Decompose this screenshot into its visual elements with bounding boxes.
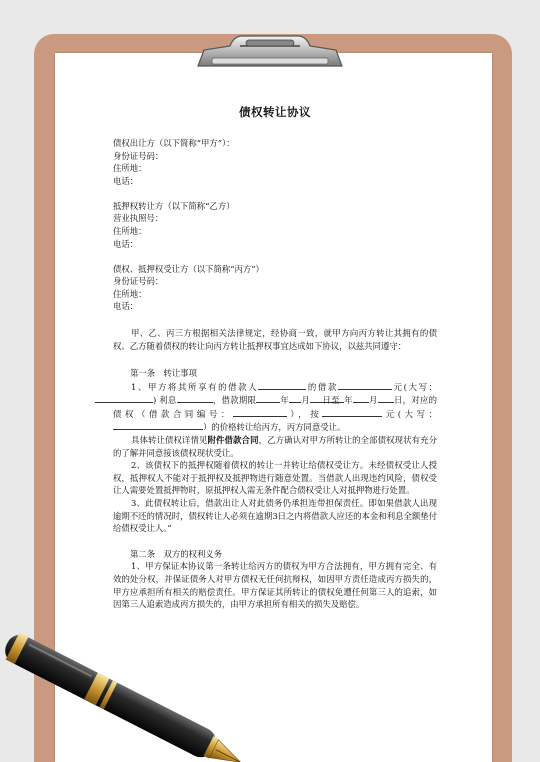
fountain-pen-icon [0,620,290,762]
party-c-phone-label: 电话： [113,301,139,312]
party-b-phone-label: 电话： [113,238,139,249]
party-c-address-label: 住所地： [113,288,147,299]
article1-item1: 1、甲方将其所享有的借款人 的借款 元(大写：) 利息 ，借款期限 年 月 日至 年 月 日，对应的债权（借款合同编号： ），按 元(大写：）的价格转让给丙方，丙方同意受让。 [113,380,437,434]
article2-item1: 1、甲方保证本协议第一条转让给丙方的债权为甲方合法拥有，甲方拥有完全、有效的处分权，并保证债务人对甲方债权无任何抗辩权，如因甲方责任造成丙方损失的，甲方应承担所有相关的赔偿责任。甲方保证其所转让的债权免遭任何第三人的追索，如因第三人追索造成丙方损失的，由甲方承担所有相关的损失及赔偿。 [113,561,437,610]
article2-heading: 第二条 双方的权利义务 [130,548,223,559]
article1-item2: 2、该债权下的抵押权随着债权的转让一并转让给债权受让方。未经债权受让人授权，抵押权人不能对于抵押权及抵押物进行随意处置。当借款人出现违约风险，债权受让人需要处置抵押物时，原抵押权人需无条件配合债权受让人对抵押物进行处置。 [113,460,437,496]
party-c-heading: 债权、抵押权受让方（以下简称“丙方”） [113,263,264,274]
party-c-id-label: 身份证号码： [113,276,164,287]
page-title: 债权转让协议 [239,105,311,119]
party-a-address-label: 住所地： [113,163,147,174]
article1-item3: 3、此债权转让后，借款出让人对此债务仍承担连带担保责任。即如果借款人出现逾期不还的情况时，债权转让人必须在逾期3日之内将借款人应还的本金和利息全额垫付给债权受让人。” [113,498,437,534]
party-a-phone-label: 电话： [113,175,139,186]
party-a-id-label: 身份证号码： [113,150,164,161]
party-a-heading: 债权出让方（以下简称“甲方”）： [113,138,235,148]
clipboard-clip-icon [190,32,350,70]
party-b-license-label: 营业执照号： [113,213,164,224]
article1-heading: 第一条 转让事项 [130,368,197,379]
party-b-address-label: 住所地： [113,225,147,236]
intro-paragraph: 甲、乙、丙三方根据相关法律规定，经协商一致，就甲方向丙方转让其拥有的债权、乙方随着债权的转让向丙方转让抵押权事宜达成如下协议，以兹共同遵守： [113,327,437,351]
party-b-heading: 抵押权转让方（以下简称“乙方） [113,200,235,211]
agreement-document [113,104,437,611]
article1-item1-detail: 具体转让债权详情见附件借款合同，乙方确认对甲方所转让的全部债权现状有充分的了解并同意接该债权现状受让。 [113,435,438,458]
